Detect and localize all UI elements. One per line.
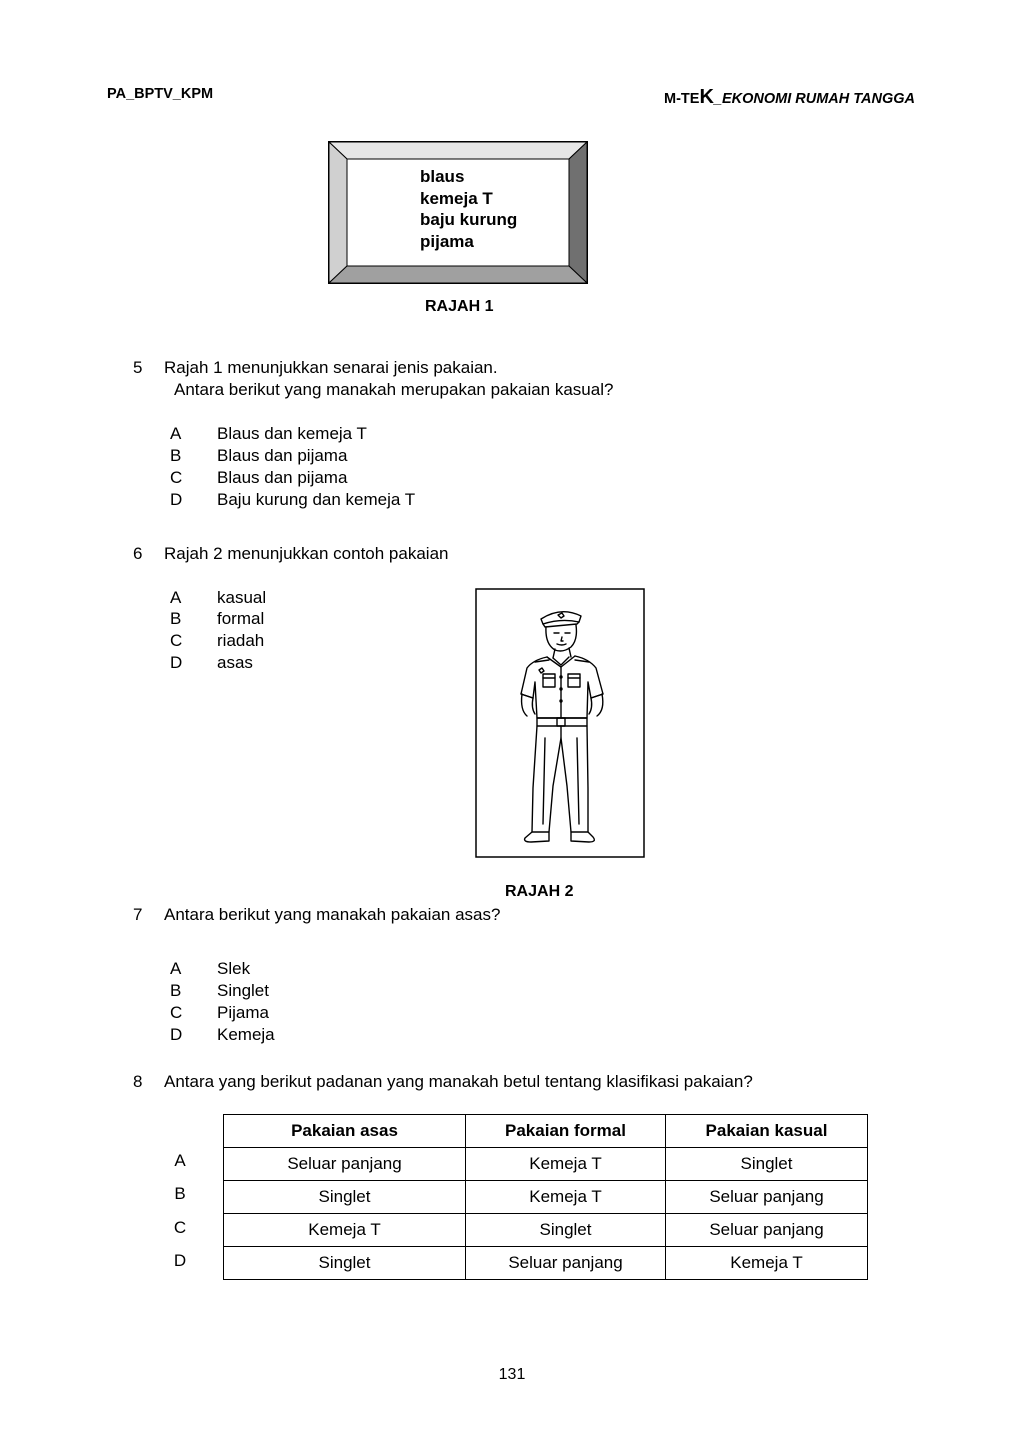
table-cell: Singlet [466, 1214, 666, 1247]
question-text: Antara berikut yang manakah merupakan pakaian kasual? [174, 380, 614, 399]
option-text: Singlet [217, 981, 269, 1000]
question-number: 8 [133, 1072, 143, 1091]
rajah1-list [420, 166, 517, 253]
row-letter: C [173, 1218, 187, 1237]
table-cell: Kemeja T [466, 1181, 666, 1214]
option-letter: C [170, 1003, 183, 1022]
option-text: Blaus dan pijama [217, 446, 348, 465]
rajah2-figure [475, 588, 645, 858]
table-cell: Seluar panjang [466, 1247, 666, 1280]
header-right-big: K [699, 86, 714, 108]
option-letter: B [170, 609, 182, 628]
question-text: Rajah 2 menunjukkan contoh pakaian [164, 544, 449, 563]
table-cell: Kemeja T [466, 1148, 666, 1181]
table-row [224, 1148, 868, 1181]
table-header: Pakaian asas [224, 1115, 466, 1148]
option-letter: D [170, 653, 183, 672]
option-letter: A [170, 959, 182, 978]
table-cell: Seluar panjang [666, 1181, 868, 1214]
table-row [224, 1181, 868, 1214]
table-cell: Singlet [666, 1148, 868, 1181]
question-text: Rajah 1 menunjukkan senarai jenis pakaian. [164, 358, 498, 377]
option-text: Pijama [217, 1003, 269, 1022]
table-row [224, 1247, 868, 1280]
option-text: asas [217, 653, 253, 672]
row-letter: D [173, 1251, 187, 1270]
header-right-suffix: _EKONOMI RUMAH TANGGA [713, 91, 916, 107]
table-cell: Kemeja T [666, 1247, 868, 1280]
option-text: Baju kurung dan kemeja T [217, 490, 416, 509]
option-letter: C [170, 631, 183, 650]
option-letter: A [170, 588, 182, 607]
question-text: Antara yang berikut padanan yang manakah betul tentang klasifikasi pakaian? [164, 1072, 753, 1091]
table-header: Pakaian kasual [666, 1115, 868, 1148]
question-number: 5 [133, 358, 143, 377]
table-cell: Kemeja T [224, 1214, 466, 1247]
header-left: PA_BPTV_KPM [107, 86, 214, 102]
rajah1-item: kemeja T [420, 188, 493, 208]
table-row [224, 1214, 868, 1247]
option-letter: A [170, 424, 182, 443]
page-number: 131 [498, 1366, 526, 1383]
option-letter: B [170, 981, 182, 1000]
rajah1-item: baju kurung [420, 210, 518, 230]
header-right-prefix: M-TE [664, 91, 700, 107]
rajah1-item: blaus [420, 167, 465, 186]
row-letter: B [174, 1184, 186, 1203]
rajah2-caption: RAJAH 2 [505, 883, 574, 900]
table-cell: Singlet [224, 1247, 466, 1280]
classification-table [223, 1114, 868, 1280]
option-letter: D [170, 490, 183, 509]
option-text: Slek [217, 959, 251, 978]
table-header: Pakaian formal [466, 1115, 666, 1148]
table-header-row [224, 1115, 868, 1148]
option-text: Kemeja [217, 1025, 275, 1044]
row-letter: A [174, 1151, 186, 1170]
option-letter: D [170, 1025, 183, 1044]
option-letter: C [170, 468, 183, 487]
question-text: Antara berikut yang manakah pakaian asas? [164, 905, 501, 924]
table-cell: Singlet [224, 1181, 466, 1214]
rajah1-caption: RAJAH 1 [425, 298, 494, 315]
question-number: 6 [133, 544, 143, 563]
option-text: formal [217, 609, 265, 628]
option-text: riadah [217, 631, 265, 650]
option-text: kasual [217, 588, 267, 607]
option-text: Blaus dan pijama [217, 468, 348, 487]
table-cell: Seluar panjang [666, 1214, 868, 1247]
table-cell: Seluar panjang [224, 1148, 466, 1181]
header-right [664, 86, 915, 109]
rajah1-item: pijama [420, 232, 474, 252]
option-letter: B [170, 446, 182, 465]
question-number: 7 [133, 905, 143, 924]
option-text: Blaus dan kemeja T [217, 424, 367, 443]
